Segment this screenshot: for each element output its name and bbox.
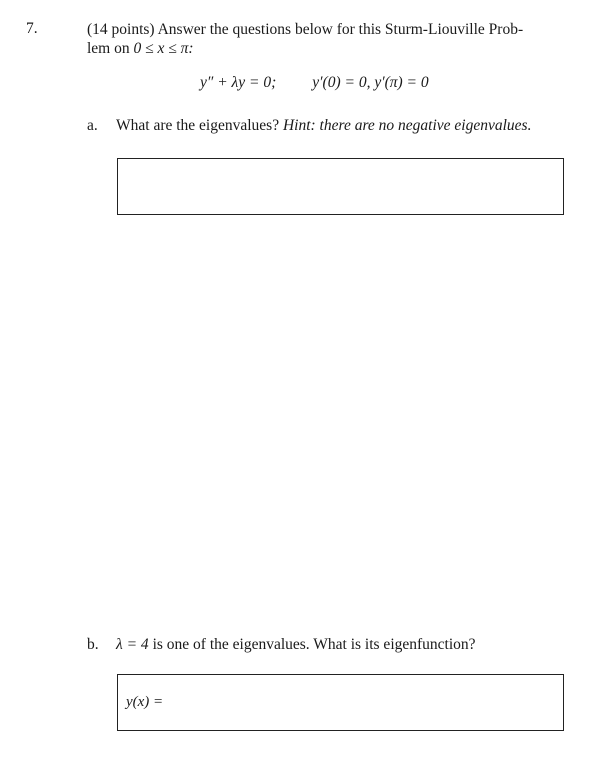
part-b-answer-box[interactable]	[117, 674, 564, 731]
part-a-text: What are the eigenvalues?	[116, 117, 283, 134]
part-a-question	[116, 117, 531, 135]
eigenfunction-prefix: y(x) =	[126, 694, 164, 710]
part-b-label: b.	[87, 636, 99, 653]
part-b-question	[116, 636, 476, 654]
part-a-hint: Hint: there are no negative eigenvalues.	[282, 117, 532, 134]
boundary-conditions: y′(0) = 0, y′(π) = 0	[312, 74, 429, 91]
part-a-answer-box[interactable]	[117, 158, 564, 215]
domain-interval: 0 ≤ x ≤ π:	[133, 40, 194, 57]
intro-line-1: (14 points) Answer the questions below for this Sturm-Liouville Prob-	[87, 21, 524, 38]
part-b-eigenvalue: λ = 4	[116, 636, 149, 653]
part-a-label: a.	[87, 117, 98, 134]
sturm-liouville-equation	[200, 74, 429, 92]
part-b-text: is one of the eigenvalues. What is its eigenfunction?	[148, 636, 476, 653]
question-intro	[87, 20, 572, 58]
intro-line-2	[87, 39, 572, 58]
intro-line-2-text: lem on	[87, 40, 134, 57]
question-number: 7.	[26, 20, 38, 37]
differential-equation: y″ + λy = 0;	[200, 74, 277, 91]
